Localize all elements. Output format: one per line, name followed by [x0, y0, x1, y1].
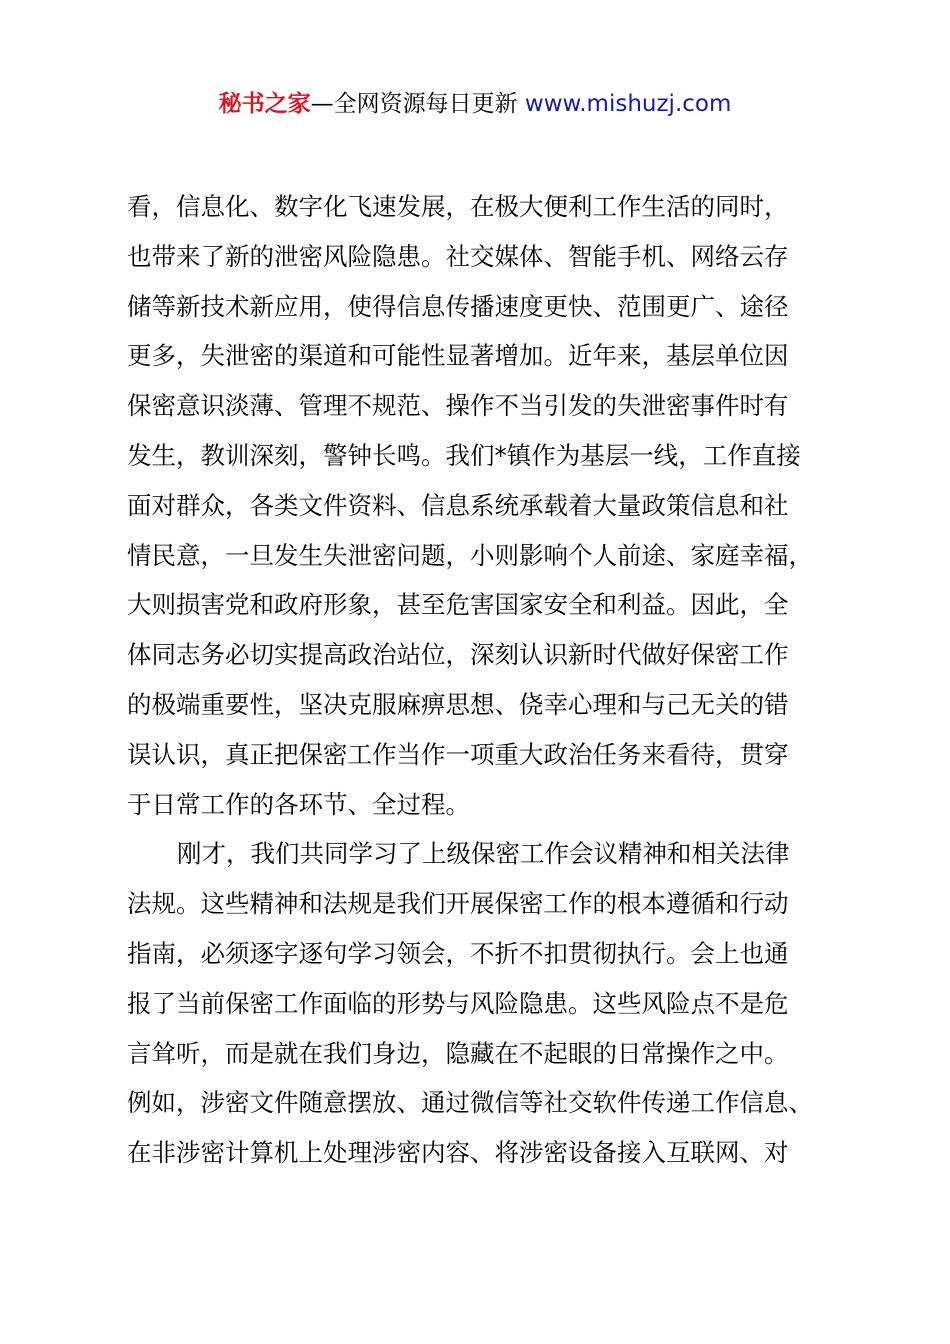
text-line: 指南，必须逐字逐句学习领会，不折不扣贯彻执行。会上也通: [127, 938, 789, 968]
text-line: 例如，涉密文件随意摆放、通过微信等社交软件传递工作信息、: [127, 1088, 813, 1118]
brand-name: 秘书之家: [218, 91, 311, 117]
text-line: 报了当前保密工作面临的形势与风险隐患。这些风险点不是危: [127, 988, 789, 1018]
site-url-link[interactable]: www.mishuzj.com: [524, 91, 732, 117]
text-line: 法规。这些精神和法规是我们开展保密工作的根本遵循和行动: [127, 889, 789, 919]
text-line: 大则损害党和政府形象，甚至危害国家安全和利益。因此，全: [127, 590, 789, 620]
text-line: 体同志务必切实提高政治站位，深刻认识新时代做好保密工作: [127, 640, 789, 670]
text-line: 发生，教训深刻，警钟长鸣。我们*镇作为基层一线，工作直接: [127, 440, 801, 470]
text-line: 面对群众，各类文件资料、信息系统承载着大量政策信息和社: [127, 490, 789, 520]
text-line: 更多，失泄密的渠道和可能性显著增加。近年来，基层单位因: [127, 341, 789, 371]
paragraph: [127, 829, 847, 1178]
text-line: 误认识，真正把保密工作当作一项重大政治任务来看待，贯穿: [127, 739, 789, 769]
text-line: 的极端重要性，坚决克服麻痹思想、侥幸心理和与己无关的错: [127, 689, 789, 719]
text-line: 保密意识淡薄、管理不规范、操作不当引发的失泄密事件时有: [127, 391, 789, 421]
text-line: 刚才，我们共同学习了上级保密工作会议精神和相关法律: [177, 839, 790, 869]
text-line: 也带来了新的泄密风险隐患。社交媒体、智能手机、网络云存: [127, 241, 789, 271]
header-tagline: —全网资源每日更新: [310, 91, 525, 117]
text-line: 看，信息化、数字化飞速发展，在极大便利工作生活的同时，: [127, 192, 789, 221]
text-line: 言耸听，而是就在我们身边，隐藏在不起眼的日常操作之中。: [127, 1038, 789, 1068]
document-body: [127, 182, 847, 1178]
paragraph: [127, 182, 847, 829]
text-line: 于日常工作的各环节、全过程。: [127, 789, 470, 819]
text-line: 储等新技术新应用，使得信息传播速度更快、范围更广、途径: [127, 291, 789, 321]
page-header: [0, 88, 950, 120]
text-line: 情民意，一旦发生失泄密问题，小则影响个人前途、家庭幸福，: [127, 540, 813, 570]
text-line: 在非涉密计算机上处理涉密内容、将涉密设备接入互联网、对: [127, 1138, 789, 1168]
